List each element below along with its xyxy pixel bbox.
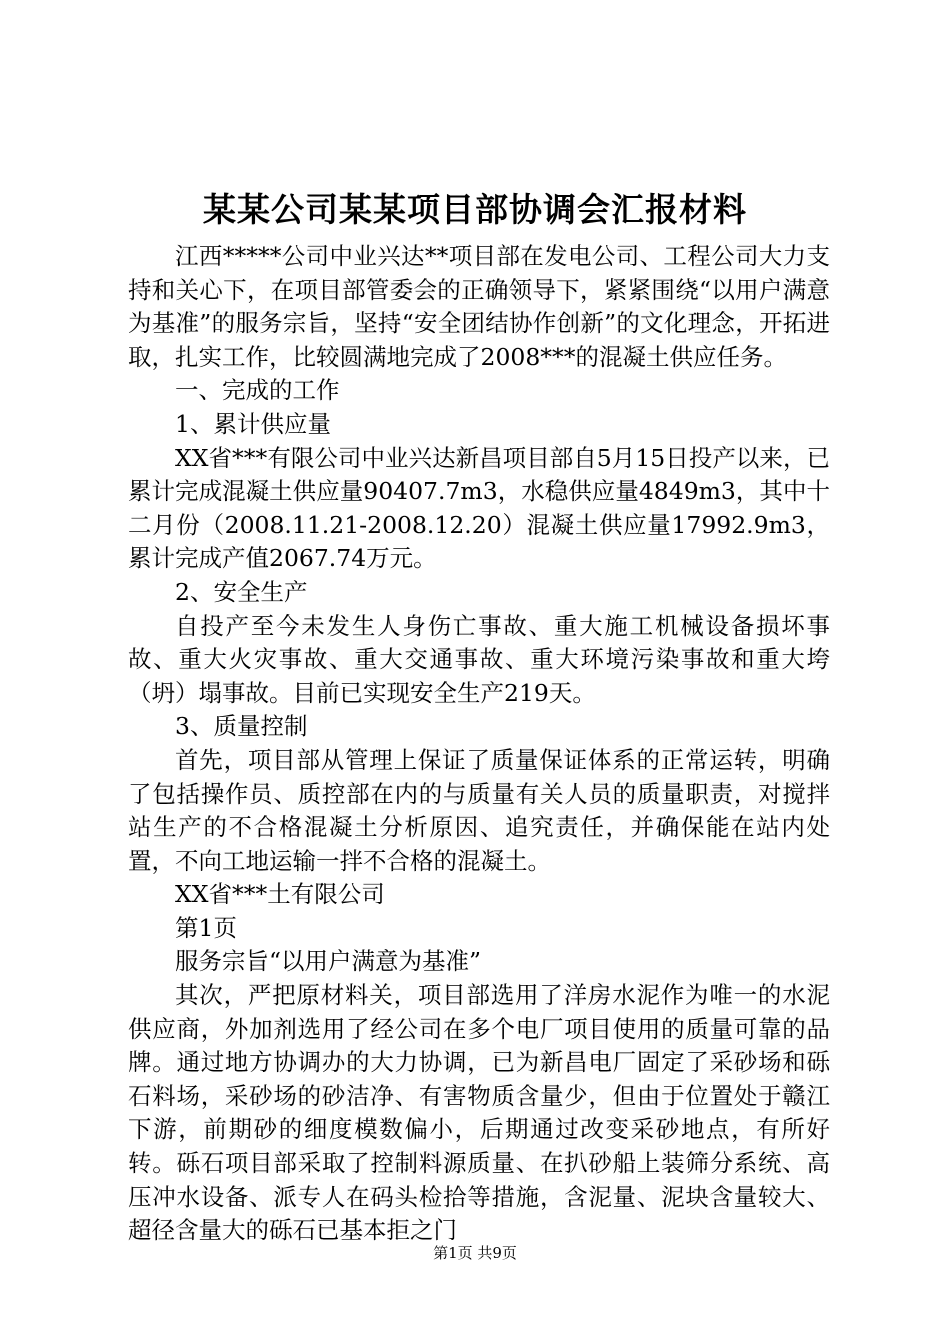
quality-control-paragraph: 首先，项目部从管理上保证了质量保证体系的正常运转，明确了包括操作员、质控部在内的与质量有关人员的质量职责，对搅拌站生产的不合格混凝土分析原因、追究责任，并确保能在站内处置，不向工地运输一拌不合格的混凝土。 — [128, 745, 830, 875]
cumulative-supply-paragraph: XX省***有限公司中业兴达新昌项目部自5月15日投产以来，已累计完成混凝土供应量90407.7m3，水稳供应量4849m3，其中十二月份（2008.11.21-2008.12.20）混凝土供应量17992.9m3，累计完成产值2067.74万元。 — [128, 443, 830, 573]
subheading-cumulative-supply: 1、累计供应量 — [175, 409, 331, 438]
section-heading-completed-work: 一、完成的工作 — [175, 376, 340, 405]
subheading-safety: 2、安全生产 — [175, 577, 308, 606]
document-body — [128, 240, 830, 1248]
service-motto-line: 服务宗旨“以用户满意为基准” — [175, 947, 482, 976]
inline-page-marker: 第1页 — [175, 913, 237, 942]
subheading-quality-control: 3、质量控制 — [175, 712, 308, 741]
intro-paragraph: 江西*****公司中业兴达**项目部在发电公司、工程公司大力支持和关心下，在项目部管委会的正确领导下，紧紧围绕“以用户满意为基准”的服务宗旨，坚持“安全团结协作创新”的文化理念，开拓进取，扎实工作，比较圆满地完成了2008***的混凝土供应任务。 — [128, 242, 830, 371]
document-title: 某某公司某某项目部协调会汇报材料 — [203, 190, 747, 229]
safety-paragraph: 自投产至今未发生人身伤亡事故、重大施工机械设备损坏事故、重大火灾事故、重大交通事故、重大环境污染事故和重大垮（坍）塌事故。目前已实现安全生产219天。 — [128, 611, 830, 707]
company-header-line: XX省***土有限公司 — [175, 880, 385, 909]
page-footer: 第1页 共9页 — [433, 1244, 517, 1262]
raw-materials-paragraph: 其次，严把原材料关，项目部选用了洋房水泥作为唯一的水泥供应商，外加剂选用了经公司在多个电厂项目使用的质量可靠的品牌。通过地方协调办的大力协调，已为新昌电厂固定了采砂场和砾石料场，采砂场的砂洁净、有害物质含量少，但由于位置处于赣江下游，前期砂的细度模数偏小，后期通过改变采砂地点，有所好转。砾石项目部采取了控制料源质量、在扒砂船上装筛分系统、高压冲水设备、派专人在码头检拾等措施，含泥量、泥块含量较大、超径含量大的砾石已基本拒之门 — [128, 981, 830, 1245]
